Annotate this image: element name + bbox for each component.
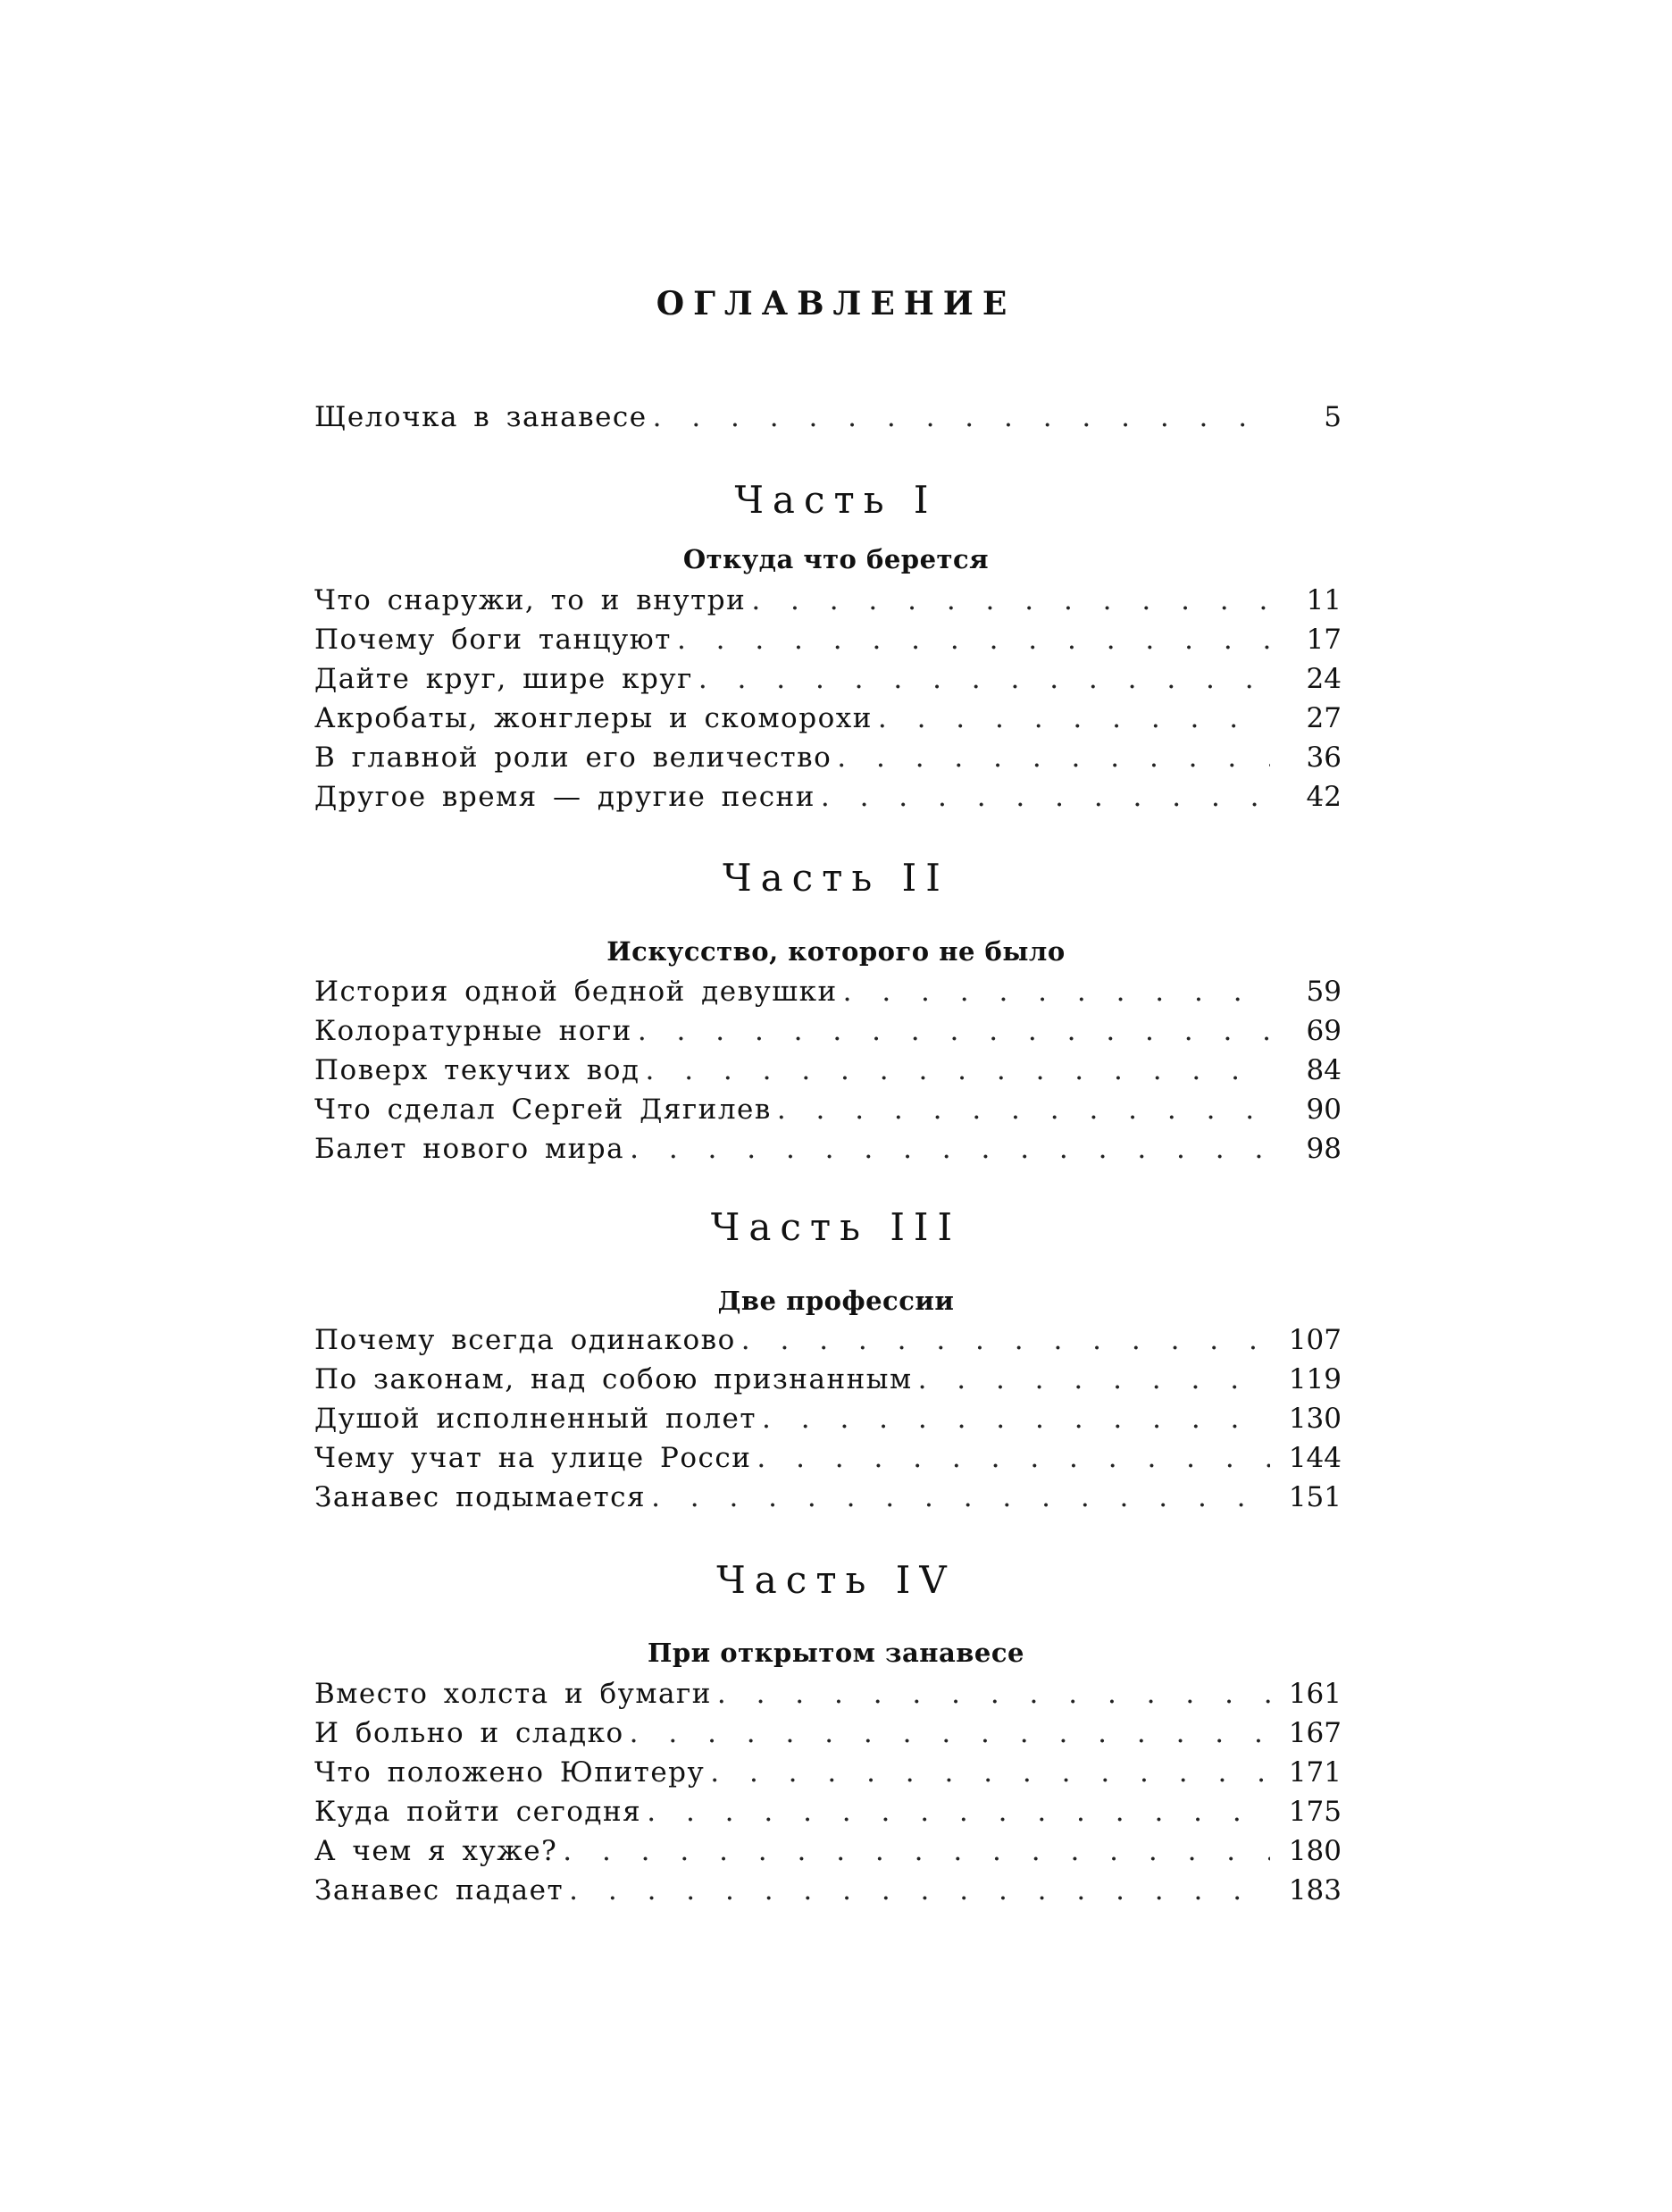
- entry-title: Балет нового мира: [314, 1133, 625, 1165]
- dot-leader: [918, 1360, 1270, 1399]
- dot-leader: [646, 1051, 1271, 1090]
- page-number: 27: [1306, 702, 1342, 734]
- toc-entry[interactable]: [314, 738, 1342, 777]
- toc-entry[interactable]: [314, 1478, 1342, 1517]
- page-number: 180: [1288, 1835, 1342, 1867]
- dot-leader: [677, 620, 1270, 659]
- entry-title: Поверх текучих вод: [314, 1054, 640, 1086]
- part-heading: Часть IV: [716, 1558, 956, 1602]
- toc-entry[interactable]: [314, 1438, 1342, 1478]
- entry-title: Занавес подымается: [314, 1481, 647, 1513]
- page-number: 36: [1306, 742, 1342, 774]
- entry-title: В главной роли его величество: [314, 742, 832, 774]
- toc-entry[interactable]: [314, 581, 1342, 620]
- part-heading: Часть I: [734, 478, 938, 522]
- toc-entry[interactable]: [314, 398, 1342, 437]
- dot-leader: [651, 1478, 1270, 1517]
- intro-block: [314, 398, 1342, 437]
- page-number: 17: [1306, 624, 1342, 656]
- entry-title: Чему учат на улице Росси: [314, 1442, 752, 1474]
- toc-entry[interactable]: [314, 1674, 1342, 1713]
- dot-leader: [563, 1831, 1270, 1871]
- part-heading: Часть III: [710, 1205, 962, 1249]
- page-number: 11: [1306, 584, 1342, 616]
- toc-entry[interactable]: [314, 1129, 1342, 1169]
- page-number: 90: [1306, 1093, 1342, 1126]
- dot-leader: [878, 699, 1270, 738]
- dot-leader: [630, 1713, 1270, 1753]
- dot-leader: [741, 1320, 1270, 1360]
- entry-title: Дайте круг, шире круг: [314, 663, 693, 695]
- toc-entry[interactable]: [314, 1792, 1342, 1831]
- toc-entry[interactable]: [314, 972, 1342, 1011]
- toc-entry[interactable]: [314, 1090, 1342, 1129]
- entry-title: По законам, над собою признанным: [314, 1363, 913, 1395]
- entry-title: Куда пойти сегодня: [314, 1796, 642, 1828]
- toc-entry[interactable]: [314, 1399, 1342, 1438]
- page-number: 175: [1288, 1796, 1342, 1828]
- toc-entry[interactable]: [314, 1011, 1342, 1051]
- page-number: 24: [1306, 663, 1342, 695]
- toc-entry[interactable]: [314, 1871, 1342, 1910]
- dot-leader: [843, 972, 1270, 1011]
- entry-title: Акробаты, жонглеры и скоморохи: [314, 702, 873, 734]
- toc-entry[interactable]: [314, 1753, 1342, 1792]
- toc-title: ОГЛАВЛЕНИЕ: [656, 285, 1016, 323]
- entry-title: Что сделал Сергей Дягилев: [314, 1093, 772, 1126]
- toc-entry[interactable]: [314, 1320, 1342, 1360]
- dot-leader: [757, 1438, 1270, 1478]
- dot-leader: [762, 1399, 1270, 1438]
- part-subtitle: При открытом занавесе: [648, 1638, 1024, 1668]
- entry-title: И больно и сладко: [314, 1717, 624, 1749]
- page-number: 98: [1306, 1133, 1342, 1165]
- part-heading: Часть II: [723, 856, 949, 900]
- page-number: 167: [1288, 1717, 1342, 1749]
- part-subtitle: Две профессии: [717, 1286, 955, 1316]
- page-number: 183: [1288, 1874, 1342, 1906]
- dot-leader: [837, 738, 1270, 777]
- toc-entry[interactable]: [314, 659, 1342, 699]
- toc-entry[interactable]: [314, 1713, 1342, 1753]
- entry-title: Почему боги танцуют: [314, 624, 672, 656]
- entry-title: Другое время — другие песни: [314, 781, 815, 813]
- part-subtitle: Откуда что берется: [682, 544, 990, 574]
- page-number: 144: [1288, 1442, 1342, 1474]
- entry-title: Щелочка в занавесе: [314, 401, 648, 433]
- page-number: 119: [1288, 1363, 1342, 1395]
- toc-entry[interactable]: [314, 1051, 1342, 1090]
- entry-title: А чем я хуже?: [314, 1835, 558, 1867]
- page-number: 161: [1288, 1678, 1342, 1710]
- page-number: 42: [1306, 781, 1342, 813]
- entry-title: Колоратурные ноги: [314, 1015, 632, 1047]
- page-number: 59: [1306, 976, 1342, 1008]
- entry-title: Душой исполненный полет: [314, 1403, 757, 1435]
- entry-title: Почему всегда одинаково: [314, 1324, 736, 1356]
- entry-title: Что снаружи, то и внутри: [314, 584, 747, 616]
- dot-leader: [751, 581, 1270, 620]
- page-number: 107: [1288, 1324, 1342, 1356]
- part-entries: [314, 581, 1342, 817]
- page-number: 5: [1324, 401, 1342, 433]
- page-number: 84: [1306, 1054, 1342, 1086]
- dot-leader: [630, 1129, 1270, 1169]
- entry-title: История одной бедной девушки: [314, 976, 838, 1008]
- page-number: 130: [1288, 1403, 1342, 1435]
- page-number: 69: [1306, 1015, 1342, 1047]
- dot-leader: [710, 1753, 1270, 1792]
- part-entries: [314, 972, 1342, 1169]
- part-entries: [314, 1674, 1342, 1910]
- part-entries: [314, 1320, 1342, 1517]
- toc-entry[interactable]: [314, 777, 1342, 817]
- dot-leader: [698, 659, 1270, 699]
- toc-entry[interactable]: [314, 1831, 1342, 1871]
- entry-title: Вместо холста и бумаги: [314, 1678, 712, 1710]
- dot-leader: [777, 1090, 1270, 1129]
- toc-entry[interactable]: [314, 620, 1342, 659]
- dot-leader: [653, 398, 1270, 437]
- page-number: 171: [1288, 1756, 1342, 1789]
- dot-leader: [717, 1674, 1270, 1713]
- dot-leader: [569, 1871, 1270, 1910]
- dot-leader: [638, 1011, 1270, 1051]
- entry-title: Занавес падает: [314, 1874, 564, 1906]
- part-subtitle: Искусство, которого не было: [606, 936, 1066, 967]
- dot-leader: [821, 777, 1270, 817]
- toc-entry[interactable]: [314, 699, 1342, 738]
- page-number: 151: [1288, 1481, 1342, 1513]
- entry-title: Что положено Юпитеру: [314, 1756, 706, 1789]
- dot-leader: [647, 1792, 1270, 1831]
- toc-entry[interactable]: [314, 1360, 1342, 1399]
